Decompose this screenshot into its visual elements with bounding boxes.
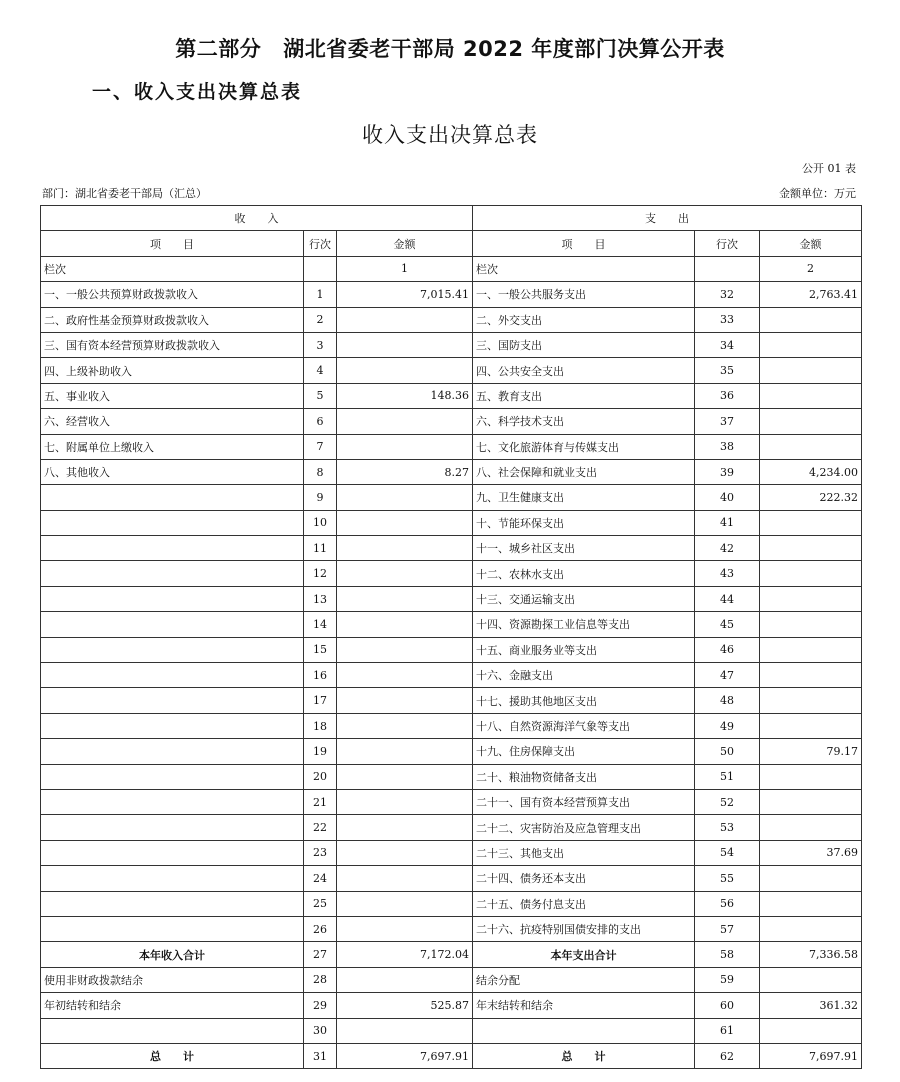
expense-item: 四、公共安全支出 — [473, 358, 695, 383]
income-line: 13 — [304, 586, 337, 611]
expense-line-header: 行次 — [695, 231, 760, 256]
income-amount — [337, 612, 473, 637]
expense-amount: 2,763.41 — [760, 282, 862, 307]
expense-item: 十九、住房保障支出 — [473, 739, 695, 764]
income-line: 1 — [304, 282, 337, 307]
table-row — [41, 332, 862, 357]
nonfiscal-label: 使用非财政拨款结余 — [41, 967, 304, 992]
income-line: 24 — [304, 866, 337, 891]
income-item — [41, 536, 304, 561]
income-item: 四、上级补助收入 — [41, 358, 304, 383]
expense-amount: 222.32 — [760, 485, 862, 510]
income-line: 11 — [304, 536, 337, 561]
grand-income-line: 31 — [304, 1043, 337, 1068]
expense-amount: 79.17 — [760, 739, 862, 764]
income-item — [41, 586, 304, 611]
expense-amount — [760, 383, 862, 408]
expense-line: 40 — [695, 485, 760, 510]
table-row — [41, 612, 862, 637]
income-item: 六、经营收入 — [41, 409, 304, 434]
expense-item: 二十六、抗疫特别国债安排的支出 — [473, 916, 695, 941]
expense-line: 48 — [695, 688, 760, 713]
expense-line: 51 — [695, 764, 760, 789]
income-item-header: 项 目 — [41, 231, 304, 256]
expense-amount — [760, 434, 862, 459]
income-line: 8 — [304, 459, 337, 484]
income-item: 七、附属单位上缴收入 — [41, 434, 304, 459]
table-row — [41, 383, 862, 408]
income-item — [41, 840, 304, 865]
table-row — [41, 688, 862, 713]
table-row — [41, 663, 862, 688]
income-col-label: 栏次 — [41, 256, 304, 281]
expense-line: 44 — [695, 586, 760, 611]
expense-line: 39 — [695, 459, 760, 484]
expense-line: 35 — [695, 358, 760, 383]
expense-item: 二十一、国有资本经营预算支出 — [473, 789, 695, 814]
expense-line: 55 — [695, 866, 760, 891]
income-line: 9 — [304, 485, 337, 510]
column-index-row — [41, 256, 862, 281]
begin-balance-label: 年初结转和结余 — [41, 993, 304, 1018]
income-amount: 7,015.41 — [337, 282, 473, 307]
distribution-label: 结余分配 — [473, 967, 695, 992]
income-amount: 148.36 — [337, 383, 473, 408]
section-title: 一、收入支出决算总表 — [92, 81, 303, 103]
income-amount — [337, 637, 473, 662]
table-row — [41, 586, 862, 611]
income-amount — [337, 891, 473, 916]
year-income-label: 本年收入合计 — [41, 942, 304, 967]
income-line: 22 — [304, 815, 337, 840]
income-line: 14 — [304, 612, 337, 637]
income-item — [41, 510, 304, 535]
income-item — [41, 713, 304, 738]
unit-label: 金额单位：万元 — [779, 187, 856, 200]
income-amount — [337, 916, 473, 941]
form-number: 公开 01 表 — [802, 162, 856, 175]
grand-income-amount: 7,697.91 — [337, 1043, 473, 1068]
expense-amount — [760, 891, 862, 916]
income-item — [41, 789, 304, 814]
expense-line: 47 — [695, 663, 760, 688]
year-expense-line: 58 — [695, 942, 760, 967]
income-item — [41, 485, 304, 510]
income-amount — [337, 789, 473, 814]
income-item — [41, 739, 304, 764]
income-line: 10 — [304, 510, 337, 535]
income-line: 3 — [304, 332, 337, 357]
income-item: 八、其他收入 — [41, 459, 304, 484]
expense-amount — [760, 510, 862, 535]
expense-item: 六、科学技术支出 — [473, 409, 695, 434]
income-amount — [337, 713, 473, 738]
table-row — [41, 282, 862, 307]
table-row — [41, 840, 862, 865]
expense-item: 十二、农林水支出 — [473, 561, 695, 586]
expense-line: 43 — [695, 561, 760, 586]
expense-amount: 37.69 — [760, 840, 862, 865]
income-item — [41, 688, 304, 713]
table-row — [41, 739, 862, 764]
table-row — [41, 637, 862, 662]
table-row — [41, 510, 862, 535]
grand-expense-label: 总 计 — [473, 1043, 695, 1068]
expense-line: 50 — [695, 739, 760, 764]
expense-item: 七、文化旅游体育与传媒支出 — [473, 434, 695, 459]
income-line: 2 — [304, 307, 337, 332]
table-title: 收入支出决算总表 — [362, 123, 538, 147]
income-line: 26 — [304, 916, 337, 941]
distribution-line: 59 — [695, 967, 760, 992]
income-amount — [337, 510, 473, 535]
expense-item: 一、一般公共服务支出 — [473, 282, 695, 307]
begin-balance-line: 29 — [304, 993, 337, 1018]
income-line-header: 行次 — [304, 231, 337, 256]
income-line: 20 — [304, 764, 337, 789]
income-amount — [337, 307, 473, 332]
income-amount — [337, 663, 473, 688]
distribution-amount — [760, 967, 862, 992]
income-item — [41, 561, 304, 586]
header-row-sections — [41, 206, 862, 231]
expense-col-label: 栏次 — [473, 256, 695, 281]
expense-item: 十七、援助其他地区支出 — [473, 688, 695, 713]
income-item — [41, 891, 304, 916]
expense-line: 53 — [695, 815, 760, 840]
income-amount — [337, 434, 473, 459]
table-row — [41, 409, 862, 434]
income-amount-header: 金额 — [337, 231, 473, 256]
expense-line: 41 — [695, 510, 760, 535]
expense-item-header: 项 目 — [473, 231, 695, 256]
expense-item: 三、国防支出 — [473, 332, 695, 357]
expense-item: 十八、自然资源海洋气象等支出 — [473, 713, 695, 738]
expense-line: 34 — [695, 332, 760, 357]
income-item: 二、政府性基金预算财政拨款收入 — [41, 307, 304, 332]
end-balance-label: 年末结转和结余 — [473, 993, 695, 1018]
expense-item: 二十、粮油物资储备支出 — [473, 764, 695, 789]
income-amount — [337, 739, 473, 764]
expense-line: 38 — [695, 434, 760, 459]
income-line: 4 — [304, 358, 337, 383]
income-line: 17 — [304, 688, 337, 713]
income-amount — [337, 866, 473, 891]
expense-line: 32 — [695, 282, 760, 307]
expense-amount — [760, 358, 862, 383]
year-total-row — [41, 942, 862, 967]
income-line: 16 — [304, 663, 337, 688]
income-amount — [337, 409, 473, 434]
expense-amount — [760, 713, 862, 738]
expense-amount: 4,234.00 — [760, 459, 862, 484]
income-amount — [337, 840, 473, 865]
expense-item: 二十四、债务还本支出 — [473, 866, 695, 891]
income-item — [41, 866, 304, 891]
begin-balance-amount: 525.87 — [337, 993, 473, 1018]
income-line: 18 — [304, 713, 337, 738]
income-amount — [337, 586, 473, 611]
table-row — [41, 713, 862, 738]
expense-line: 52 — [695, 789, 760, 814]
income-amount — [337, 358, 473, 383]
expense-item: 五、教育支出 — [473, 383, 695, 408]
expense-line: 42 — [695, 536, 760, 561]
income-line: 5 — [304, 383, 337, 408]
expense-line: 33 — [695, 307, 760, 332]
expense-amount — [760, 764, 862, 789]
income-line: 23 — [304, 840, 337, 865]
year-income-line: 27 — [304, 942, 337, 967]
expense-line: 46 — [695, 637, 760, 662]
expense-amount — [760, 688, 862, 713]
table-row — [41, 434, 862, 459]
expense-col-index: 2 — [760, 256, 862, 281]
income-line: 19 — [304, 739, 337, 764]
expense-amount-header: 金额 — [760, 231, 862, 256]
income-item — [41, 916, 304, 941]
expense-amount — [760, 866, 862, 891]
expense-line: 37 — [695, 409, 760, 434]
nonfiscal-amount — [337, 967, 473, 992]
income-col-index: 1 — [337, 256, 473, 281]
expense-amount — [760, 332, 862, 357]
expense-item: 八、社会保障和就业支出 — [473, 459, 695, 484]
expense-item: 十三、交通运输支出 — [473, 586, 695, 611]
blank-row — [41, 1018, 862, 1043]
expense-amount — [760, 637, 862, 662]
expense-amount — [760, 815, 862, 840]
end-balance-amount: 361.32 — [760, 993, 862, 1018]
table-row — [41, 789, 862, 814]
income-line: 21 — [304, 789, 337, 814]
income-item: 一、一般公共预算财政拨款收入 — [41, 282, 304, 307]
page-title — [0, 33, 900, 63]
expense-item: 二十五、债务付息支出 — [473, 891, 695, 916]
income-line: 25 — [304, 891, 337, 916]
budget-table — [40, 205, 862, 1069]
income-line: 7 — [304, 434, 337, 459]
income-line: 6 — [304, 409, 337, 434]
table-row — [41, 307, 862, 332]
carryover-row — [41, 993, 862, 1018]
title-part: 第二部分 — [175, 37, 262, 61]
nonfiscal-line: 28 — [304, 967, 337, 992]
table-row — [41, 536, 862, 561]
expense-item: 二、外交支出 — [473, 307, 695, 332]
income-amount — [337, 332, 473, 357]
income-item — [41, 612, 304, 637]
income-amount — [337, 815, 473, 840]
expense-line: 36 — [695, 383, 760, 408]
department-label: 部门：湖北省委老干部局（汇总） — [42, 187, 207, 200]
income-line: 12 — [304, 561, 337, 586]
expense-item: 十一、城乡社区支出 — [473, 536, 695, 561]
expense-item: 二十三、其他支出 — [473, 840, 695, 865]
blank-expense-line: 61 — [695, 1018, 760, 1043]
expense-amount — [760, 409, 862, 434]
end-balance-line: 60 — [695, 993, 760, 1018]
table-row — [41, 815, 862, 840]
income-amount — [337, 764, 473, 789]
income-item — [41, 815, 304, 840]
income-line: 15 — [304, 637, 337, 662]
income-amount — [337, 561, 473, 586]
year-income-amount: 7,172.04 — [337, 942, 473, 967]
table-row — [41, 764, 862, 789]
income-amount — [337, 536, 473, 561]
expense-line: 56 — [695, 891, 760, 916]
expense-item: 九、卫生健康支出 — [473, 485, 695, 510]
income-amount — [337, 485, 473, 510]
income-amount: 8.27 — [337, 459, 473, 484]
grand-total-row — [41, 1043, 862, 1068]
expense-item: 十四、资源勘探工业信息等支出 — [473, 612, 695, 637]
expense-amount — [760, 789, 862, 814]
expense-amount — [760, 612, 862, 637]
grand-expense-line: 62 — [695, 1043, 760, 1068]
expense-item: 十、节能环保支出 — [473, 510, 695, 535]
year-expense-label: 本年支出合计 — [473, 942, 695, 967]
expense-line: 57 — [695, 916, 760, 941]
expense-line: 49 — [695, 713, 760, 738]
expense-line: 45 — [695, 612, 760, 637]
table-row — [41, 358, 862, 383]
table-row — [41, 866, 862, 891]
expense-amount — [760, 663, 862, 688]
grand-expense-amount: 7,697.91 — [760, 1043, 862, 1068]
income-amount — [337, 688, 473, 713]
expense-amount — [760, 561, 862, 586]
header-row-columns — [41, 231, 862, 256]
nonfiscal-row — [41, 967, 862, 992]
expense-amount — [760, 586, 862, 611]
expense-item: 二十二、灾害防治及应急管理支出 — [473, 815, 695, 840]
expense-item: 十六、金融支出 — [473, 663, 695, 688]
table-row — [41, 459, 862, 484]
expense-amount — [760, 307, 862, 332]
income-item — [41, 663, 304, 688]
year-expense-amount: 7,336.58 — [760, 942, 862, 967]
income-item — [41, 637, 304, 662]
blank-income-line: 30 — [304, 1018, 337, 1043]
income-header: 收 入 — [41, 206, 473, 231]
table-row — [41, 891, 862, 916]
table-row — [41, 561, 862, 586]
expense-header: 支 出 — [473, 206, 862, 231]
table-row — [41, 916, 862, 941]
table-row — [41, 485, 862, 510]
totals-body — [41, 942, 862, 1069]
title-main: 湖北省委老干部局 2022 年度部门决算公开表 — [283, 37, 725, 61]
income-item: 三、国有资本经营预算财政拨款收入 — [41, 332, 304, 357]
income-item — [41, 764, 304, 789]
expense-item: 十五、商业服务业等支出 — [473, 637, 695, 662]
expense-amount — [760, 916, 862, 941]
expense-amount — [760, 536, 862, 561]
income-item: 五、事业收入 — [41, 383, 304, 408]
expense-line: 54 — [695, 840, 760, 865]
grand-income-label: 总 计 — [41, 1043, 304, 1068]
